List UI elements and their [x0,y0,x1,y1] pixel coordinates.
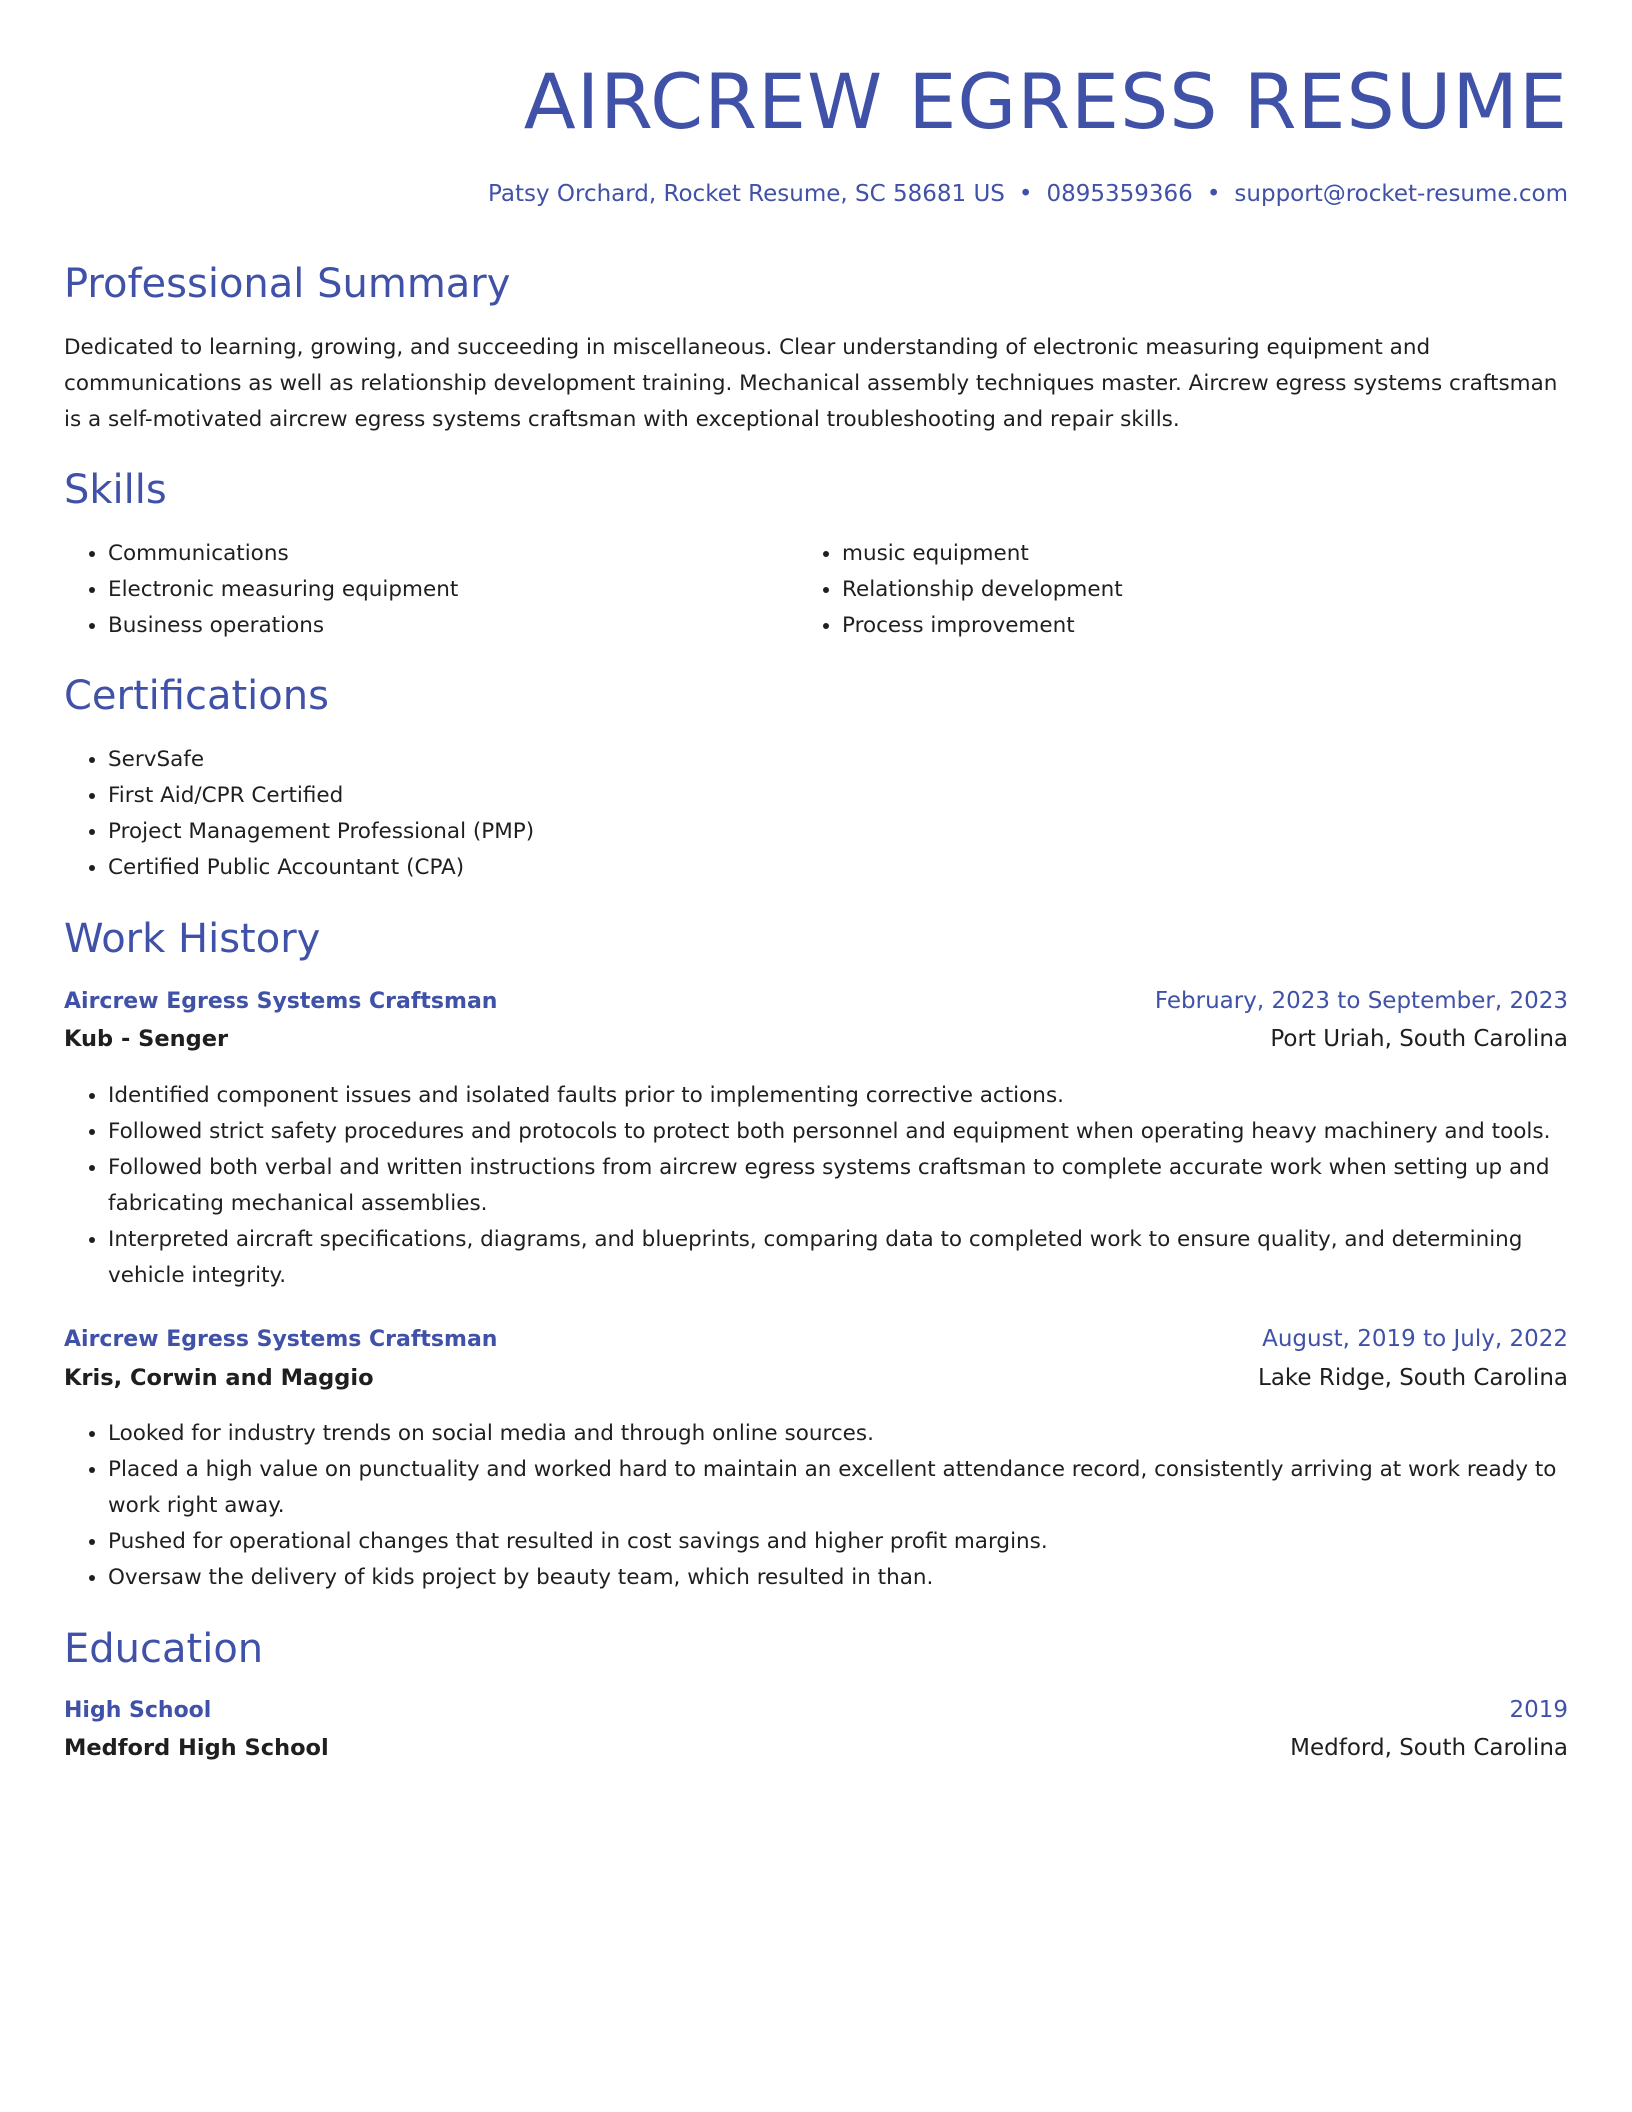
education-degree: High School [64,1698,212,1723]
contact-address: Patsy Orchard, Rocket Resume, SC 58681 US [488,181,1005,207]
job-dates: February, 2023 to September, 2023 [1154,988,1568,1014]
education-year: 2019 [1509,1697,1568,1723]
education-header-row [64,1697,1568,1723]
contact-phone: 0895359366 [1046,181,1193,207]
job-bullet: • Placed a high value on punctuality and worked hard to maintain an excellent attendance record, consistently arriving at work ready to work right away. [108,1452,1568,1524]
job-bullet: • Interpreted aircraft specifications, diagrams, and blueprints, comparing data to completed work to ensure quality, and determining vehicle integrity. [108,1222,1568,1294]
job-bullet: • Followed both verbal and written instructions from aircrew egress systems craftsman to complete accurate work when setting up and fabricating mechanical assemblies. [108,1150,1568,1222]
skill-item: • Electronic measuring equipment [108,572,788,608]
education-location: Medford, South Carolina [1290,1735,1568,1761]
skills-heading: Skills [64,467,167,513]
job-bullet: • Identified component issues and isolated faults prior to implementing corrective actions. [108,1078,1568,1114]
certification-item: • First Aid/CPR Certified [108,778,1508,814]
job-location: Lake Ridge, South Carolina [1258,1365,1568,1391]
education-school-row [64,1735,1568,1761]
job-bullets [64,1078,1568,1294]
resume-title: AIRCREW EGRESS RESUME [523,57,1568,146]
skills-list-left [64,536,788,644]
education-school: Medford High School [64,1735,329,1761]
contact-line [488,178,1568,210]
job-bullets [64,1416,1568,1596]
certifications-heading: Certifications [64,673,329,719]
work-history-heading: Work History [64,916,321,962]
certification-item: • ServSafe [108,742,1508,778]
contact-email: support@rocket-resume.com [1234,181,1568,207]
job-header-row [64,988,1568,1014]
job-bullet: • Looked for industry trends on social media and through online sources. [108,1416,1568,1452]
job-location: Port Uriah, South Carolina [1270,1026,1568,1052]
job-title: Aircrew Egress Systems Craftsman [64,1327,498,1352]
job-employer: Kris, Corwin and Maggio [64,1365,374,1391]
skill-item: • Business operations [108,608,788,644]
certification-item: • Project Management Professional (PMP) [108,814,1508,850]
skill-item: • Communications [108,536,788,572]
job-employer-row [64,1365,1568,1391]
separator-dot: • [1018,181,1033,207]
skill-item: • Process improvement [842,608,1522,644]
job-bullet: • Oversaw the delivery of kids project by beauty team, which resulted in than. [108,1560,1568,1596]
summary-text: Dedicated to learning, growing, and succeeding in miscellaneous. Clear understanding of electronic measuring equipment and communications as well as relationship development training. Mechanical assembly techniques master. Aircrew egress systems craftsman is a self-motivated aircrew egress systems craftsman with exceptional troubleshooting and repair skills. [64,335,1558,432]
job-employer: Kub - Senger [64,1026,229,1052]
skill-item: • Relationship development [842,572,1522,608]
certification-item: • Certified Public Accountant (CPA) [108,850,1508,886]
job-bullet: • Followed strict safety procedures and protocols to protect both personnel and equipment when operating heavy machinery and tools. [108,1114,1568,1150]
job-dates: August, 2019 to July, 2022 [1262,1326,1568,1352]
education-heading: Education [64,1626,264,1672]
job-employer-row [64,1026,1568,1052]
skills-list-right [798,536,1522,644]
summary-heading: Professional Summary [64,261,511,307]
certifications-list [64,742,1508,886]
job-bullet: • Pushed for operational changes that resulted in cost savings and higher profit margins. [108,1524,1568,1560]
job-title: Aircrew Egress Systems Craftsman [64,989,498,1014]
separator-dot: • [1206,181,1221,207]
skill-item: • music equipment [842,536,1522,572]
job-header-row [64,1326,1568,1352]
